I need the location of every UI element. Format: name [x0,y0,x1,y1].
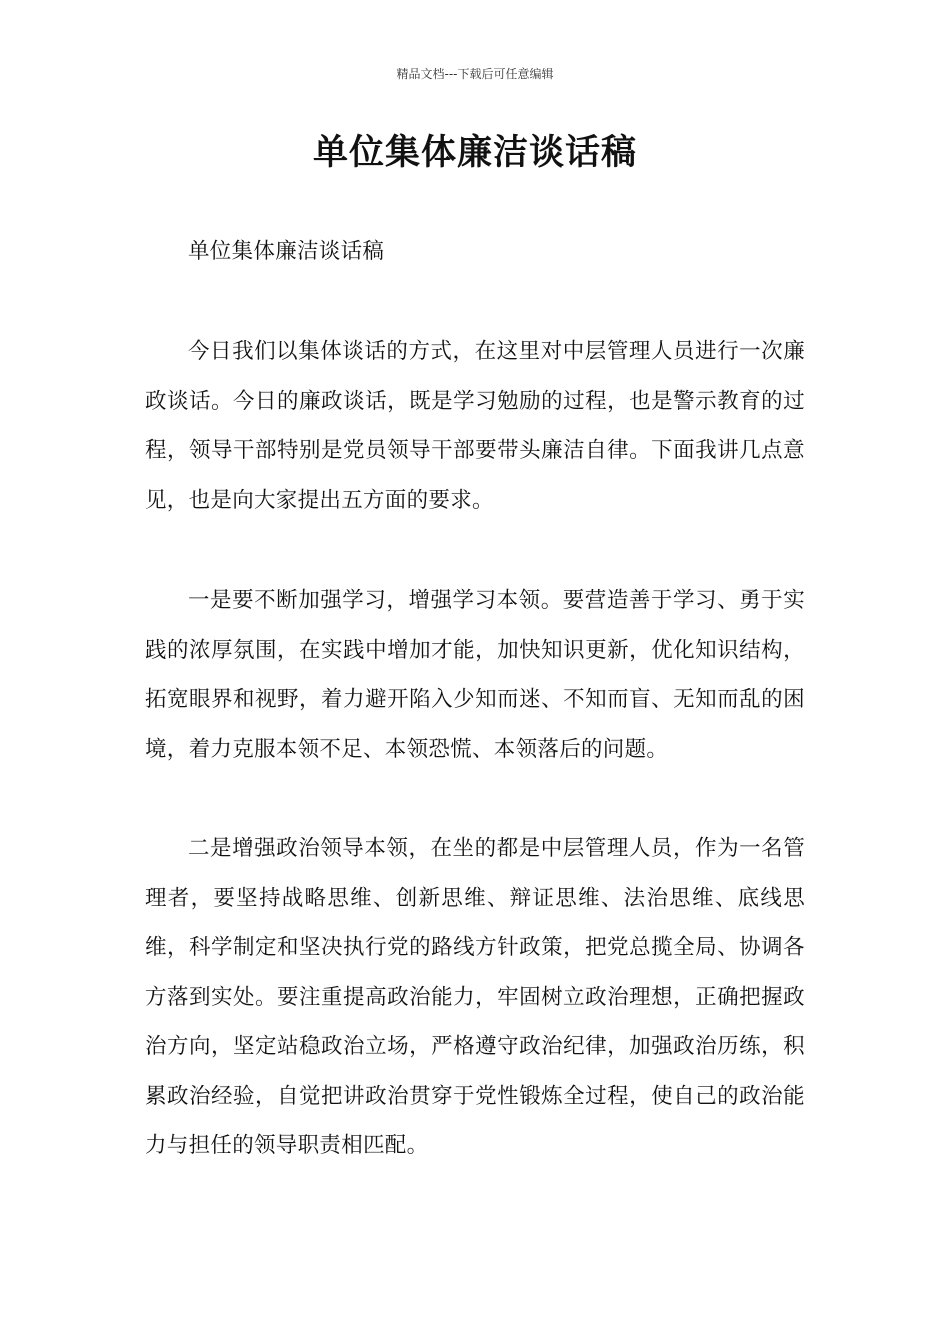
document-title: 单位集体廉洁谈话稿 [312,133,637,173]
subtitle-paragraph: 单位集体廉洁谈话稿 [188,239,385,264]
intro-paragraph: 今日我们以集体谈话的方式，在这里对中层管理人员进行一次廉政谈话。今日的廉政谈话，既是学习勉励的过程，也是警示教育的过程，领导干部特别是党员领导干部要带头廉洁自律。下面我讲几点意见，也是向大家提出五方面的要求。 [145,339,805,513]
point-one-paragraph: 一是要不断加强学习，增强学习本领。要营造善于学习、勇于实践的浓厚氛围，在实践中增加才能，加快知识更新，优化知识结构，拓宽眼界和视野，着力避开陷入少知而迷、不知而盲、无知而乱的困境，着力克服本领不足、本领恐慌、本领落后的问题。 [145,588,805,762]
header-note: 精品文档---下载后可任意编辑 [396,67,554,81]
point-two-paragraph: 二是增强政治领导本领，在坐的都是中层管理人员，作为一名管理者，要坚持战略思维、创新思维、辩证思维、法治思维、底线思维，科学制定和坚决执行党的路线方针政策，把党总揽全局、协调各方落到实处。要注重提高政治能力，牢固树立政治理想，正确把握政治方向，坚定站稳政治立场，严格遵守政治纪律，加强政治历练，积累政治经验，自觉把讲政治贯穿于党性锻炼全过程，使自己的政治能力与担任的领导职责相匹配。 [145,836,805,1158]
